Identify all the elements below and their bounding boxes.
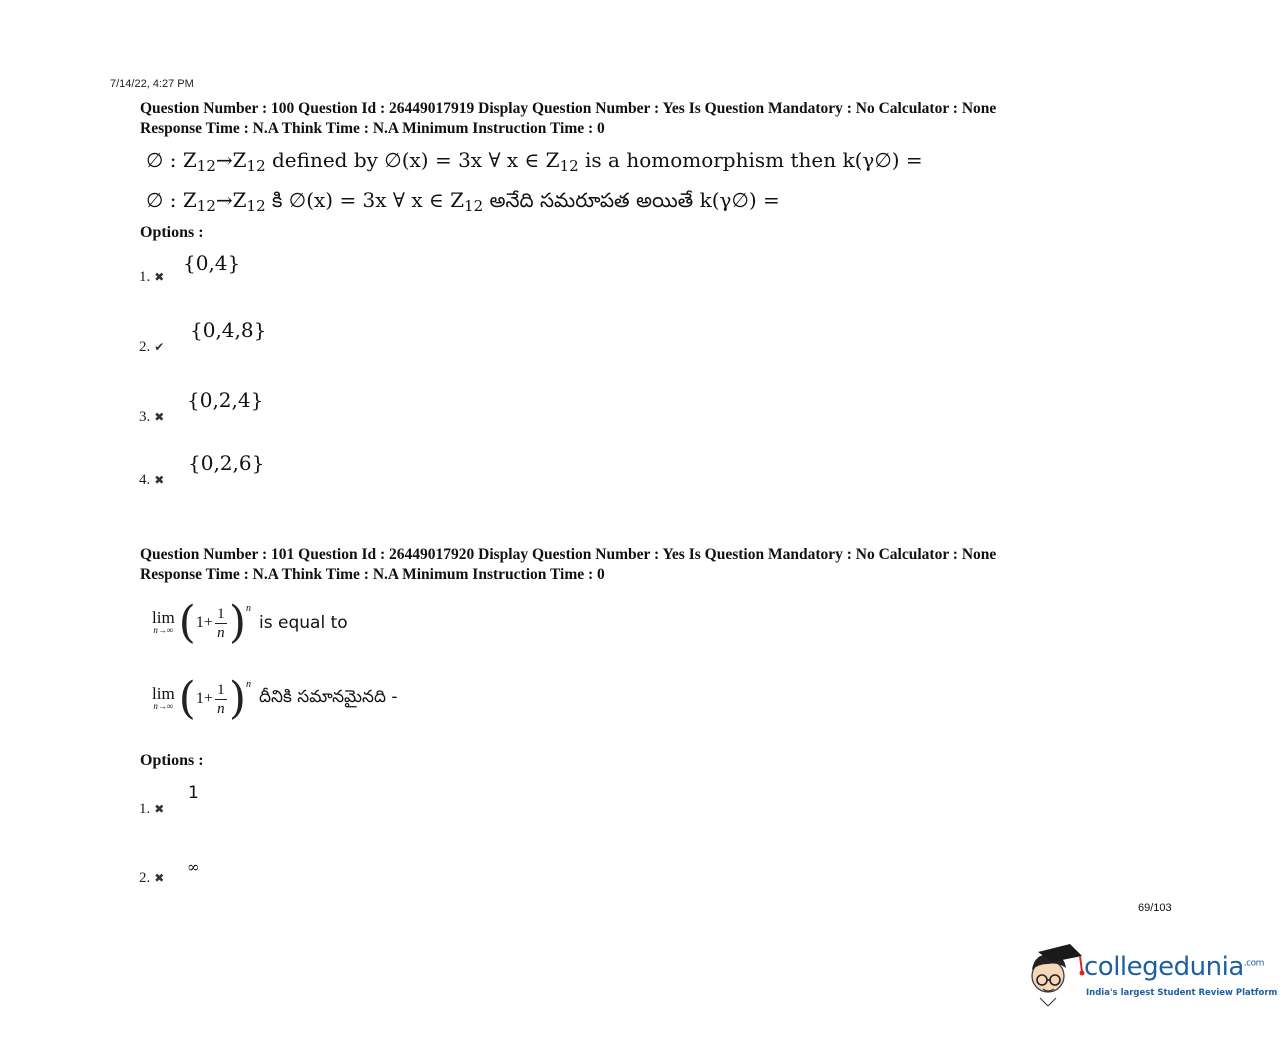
limit-operator: lim n→∞ (152, 608, 175, 635)
q101-question-telugu: lim n→∞ ( 1+ $\frac{1}{n}$ ) n దీనికి సమానమైనది - (152, 673, 398, 724)
cross-icon: ✖ (154, 802, 165, 816)
cross-icon: ✖ (154, 473, 165, 487)
q100-option-1: 1. ✖ (139, 269, 165, 285)
q100-meta-line1: Question Number : 100 Question Id : 26449017919 Display Question Number : Yes Is Question Mandatory : No Calculator : None (140, 100, 997, 117)
cross-icon: ✖ (154, 410, 165, 424)
q101-meta-line2: Response Time : N.A Think Time : N.A Minimum Instruction Time : 0 (140, 566, 605, 583)
q100-option-2-value: {0,4,8} (190, 318, 267, 342)
cross-icon: ✖ (154, 871, 165, 885)
print-timestamp: 7/14/22, 4:27 PM (110, 78, 194, 90)
collegedunia-tagline: India's largest Student Review Platform (1086, 988, 1278, 998)
q101-option-1: 1. ✖ (139, 801, 165, 817)
q100-options-label: Options : (140, 224, 204, 241)
q101-option-2-value: ∞ (187, 858, 200, 876)
collegedunia-mascot-icon (1024, 940, 1086, 1010)
q100-option-4-value: {0,2,6} (188, 451, 265, 475)
collegedunia-logo-text: collegedunia$^{.com}$ (1084, 952, 1264, 982)
q100-question-english: ∅ : $Z_{12}\to Z_{12}$ defined by ∅(x) = 3x ∀ x ∈ $Z_{12}$ is a homomorphism then k(γ∅) = (146, 148, 923, 175)
q101-options-label: Options : (140, 752, 204, 769)
page-number: 69/103 (1138, 902, 1172, 914)
q100-meta-line2: Response Time : N.A Think Time : N.A Minimum Instruction Time : 0 (140, 120, 605, 137)
q100-option-4: 4. ✖ (139, 472, 165, 488)
q101-option-1-value: 1 (188, 783, 199, 803)
cross-icon: ✖ (154, 270, 165, 284)
limit-operator: lim n→∞ (152, 684, 175, 711)
q101-question-english: lim n→∞ ( 1+ $\frac{1}{n}$ ) n is equal to (152, 597, 348, 648)
q100-question-telugu: ∅ : $Z_{12}\to Z_{12}$ కి ∅(x) = 3x ∀ x ∈ $Z_{12}$ అనేది సమరూపత అయితే k(γ∅) = (146, 188, 780, 215)
q101-meta-line1: Question Number : 101 Question Id : 26449017920 Display Question Number : Yes Is Question Mandatory : No Calculator : None (140, 546, 997, 563)
q101-option-2: 2. ✖ (139, 870, 165, 886)
q100-option-2: 2. ✔ (139, 339, 165, 355)
check-icon: ✔ (154, 340, 165, 354)
q100-option-3: 3. ✖ (139, 409, 165, 425)
q100-option-1-value: {0,4} (183, 251, 241, 275)
q100-option-3-value: {0,2,4} (187, 388, 264, 412)
